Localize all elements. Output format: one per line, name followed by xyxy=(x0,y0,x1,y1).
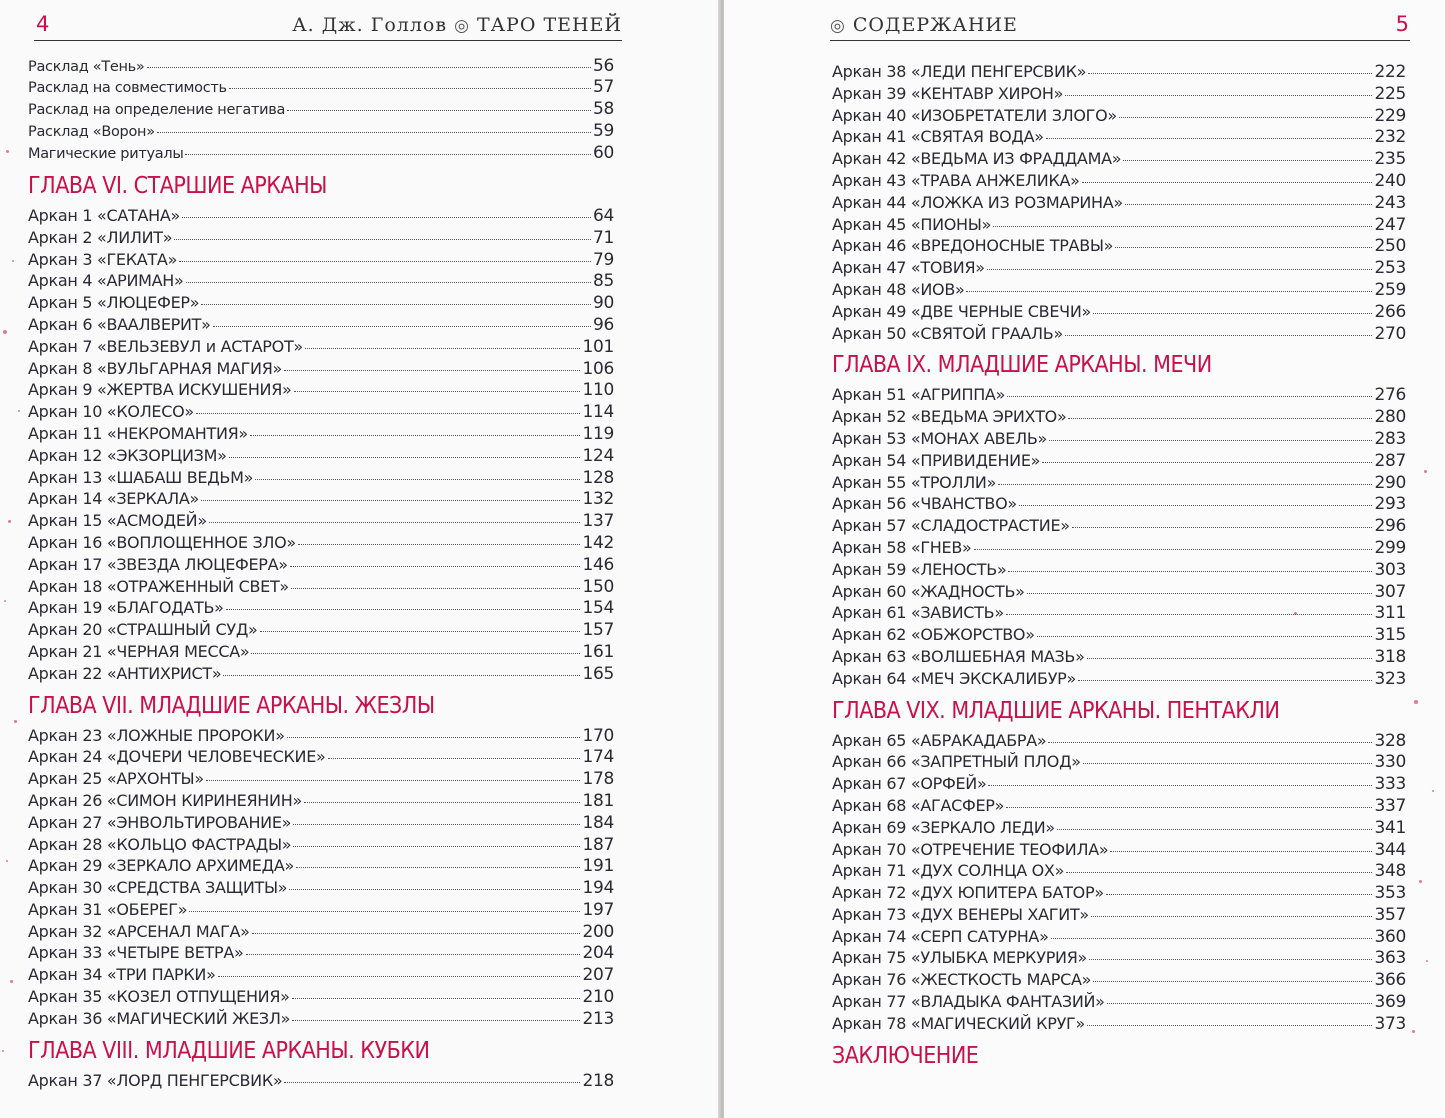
toc-entry-title: Аркан 4 «АРИМАН» xyxy=(28,271,184,291)
toc-entry-page: 181 xyxy=(582,790,614,811)
dot-leader xyxy=(294,375,581,392)
toc-entry-title: Аркан 55 «ТРОЛЛИ» xyxy=(832,472,997,492)
toc-entry-page: 207 xyxy=(582,965,614,986)
toc-entry-title: Аркан 64 «МЕЧ ЭКСКАЛИБУР» xyxy=(832,668,1076,688)
toc-entry-title: Аркан 67 «ОРФЕЙ» xyxy=(832,774,987,794)
dot-leader xyxy=(1007,380,1372,397)
toc-entry-title: Аркан 66 «ЗАПРЕТНЫЙ ПЛОД» xyxy=(832,752,1081,772)
toc-entry-title: Расклад на определение негатива xyxy=(28,102,286,119)
toc-entry-title: Аркан 37 «ЛОРД ПЕНГЕРСВИК» xyxy=(28,1070,283,1090)
dot-leader xyxy=(1087,642,1373,659)
toc-entry-title: Аркан 8 «ВУЛЬГАРНАЯ МАГИЯ» xyxy=(28,358,283,378)
toc-entry-page: 60 xyxy=(592,142,614,163)
toc-entry-title: Аркан 30 «СРЕДСТВА ЗАЩИТЫ» xyxy=(28,878,288,898)
toc-entry-title: Аркан 31 «ОБЕРЕГ» xyxy=(28,899,188,919)
ink-speck xyxy=(10,980,13,983)
dot-leader xyxy=(1106,878,1373,895)
toc-entry-title: Аркан 34 «ТРИ ПАРКИ» xyxy=(28,965,216,985)
toc-entry-title: Аркан 78 «МАГИЧЕСКИЙ КРУГ» xyxy=(832,1013,1085,1033)
toc-entry-page: 318 xyxy=(1374,646,1406,667)
toc-entry-page: 373 xyxy=(1374,1013,1406,1034)
toc-entry-page: 353 xyxy=(1374,883,1406,904)
toc-entry-title: Аркан 70 «ОТРЕЧЕНИЕ ТЕОФИЛА» xyxy=(832,839,1109,859)
left-page xyxy=(0,0,722,1118)
toc-entry xyxy=(28,1007,614,1029)
dot-leader xyxy=(1125,188,1373,205)
dot-leader xyxy=(201,484,580,501)
toc-entry-title: Аркан 41 «СВЯТАЯ ВОДА» xyxy=(832,127,1044,147)
toc-entry-page: 170 xyxy=(582,725,614,746)
toc-entry-title: Аркан 25 «АРХОНТЫ» xyxy=(28,769,204,789)
toc-entry-page: 344 xyxy=(1374,839,1406,860)
toc-entry-page: 200 xyxy=(582,921,614,942)
toc-entry-page: 311 xyxy=(1374,603,1406,624)
dot-leader xyxy=(251,637,580,654)
dot-leader xyxy=(287,96,591,112)
toc-entry-page: 210 xyxy=(582,987,614,1008)
chapter-heading: ГЛАВА VIII. МЛАДШИЕ АРКАНЫ. КУБКИ xyxy=(28,1037,430,1064)
toc-entry-title: Расклад на совместимость xyxy=(28,80,227,97)
toc-entry-page: 124 xyxy=(582,445,614,466)
dot-leader xyxy=(213,310,591,327)
dot-leader xyxy=(284,1066,580,1083)
dot-leader xyxy=(291,572,581,589)
contents-heading: СОДЕРЖАНИЕ xyxy=(852,14,1018,36)
toc-entry-title: Аркан 42 «ВЕДЬМА ИЗ ФРАДДАМА» xyxy=(832,149,1122,169)
dot-leader xyxy=(1088,57,1372,74)
left-header-text xyxy=(292,14,622,36)
dot-leader xyxy=(1119,101,1373,118)
dot-leader xyxy=(1093,965,1372,982)
toc-entry-title: Аркан 33 «ЧЕТЫРЕ ВЕТРА» xyxy=(28,943,244,963)
dot-leader xyxy=(1123,144,1372,161)
toc-entry-page: 270 xyxy=(1374,323,1406,344)
toc-entry-page: 132 xyxy=(582,489,614,510)
dot-leader xyxy=(252,917,581,934)
toc-entry-page: 290 xyxy=(1374,472,1406,493)
toc-entry-page: 229 xyxy=(1374,105,1406,126)
toc-entry-title: Аркан 38 «ЛЕДИ ПЕНГЕРСВИК» xyxy=(832,62,1087,81)
toc-entry-page: 191 xyxy=(582,856,614,877)
toc-entry-page: 137 xyxy=(582,511,614,532)
toc-entry-page: 360 xyxy=(1374,926,1406,947)
dot-leader xyxy=(292,1004,580,1021)
dot-leader xyxy=(255,463,580,480)
toc-entry-page: 232 xyxy=(1374,127,1406,148)
toc-entry-title: Аркан 58 «ГНЕВ» xyxy=(832,537,972,557)
right-page xyxy=(724,0,1445,1118)
toc-entry-title: Расклад «Тень» xyxy=(28,58,145,75)
ink-speck xyxy=(2,1050,4,1052)
toc-entry-page: 157 xyxy=(582,620,614,641)
toc-entry-page: 150 xyxy=(582,576,614,597)
dot-leader xyxy=(1027,577,1373,594)
toc-entry-page: 146 xyxy=(582,554,614,575)
toc-entry-title: Аркан 13 «ШАБАШ ВЕДЬМ» xyxy=(28,467,254,487)
toc-entry-page: 366 xyxy=(1374,970,1406,991)
toc-entry-title: Аркан 51 «АГРИППА» xyxy=(832,385,1006,405)
dot-leader xyxy=(305,332,581,349)
toc-entry-title: Аркан 2 «ЛИЛИТ» xyxy=(28,227,173,247)
toc-entry xyxy=(832,667,1406,689)
dot-leader xyxy=(157,117,591,133)
toc-entry-page: 119 xyxy=(582,423,614,444)
toc-entry-title: Аркан 29 «ЗЕРКАЛО АРХИМЕДА» xyxy=(28,856,294,876)
toc-entry-page: 253 xyxy=(1374,258,1406,279)
toc-entry-page: 194 xyxy=(582,878,614,899)
toc-entry-title: Аркан 56 «ЧВАНСТВО» xyxy=(832,494,1017,514)
dot-leader xyxy=(182,201,591,218)
toc-entry-title: Аркан 12 «ЭКЗОРЦИЗМ» xyxy=(28,445,227,465)
toc-entry-title: Аркан 5 «ЛЮЦЕФЕР» xyxy=(28,293,200,313)
ornament-icon: ◎ xyxy=(830,16,846,36)
ink-speck xyxy=(4,600,6,602)
toc-entry-title: Аркан 59 «ЛЕНОСТЬ» xyxy=(832,559,1007,579)
ink-speck xyxy=(8,520,11,523)
toc-entry-title: Аркан 10 «КОЛЕСО» xyxy=(28,402,194,422)
toc-entry-title: Аркан 65 «АБРАКАДАБРА» xyxy=(832,730,1047,750)
toc-entry-page: 330 xyxy=(1374,752,1406,773)
toc-entry-page: 357 xyxy=(1374,904,1406,925)
ink-speck xyxy=(3,330,7,334)
dot-leader xyxy=(987,253,1373,270)
toc-entry-title: Аркан 11 «НЕКРОМАНТИЯ» xyxy=(28,423,248,443)
toc-entry-page: 250 xyxy=(1374,236,1406,257)
dot-leader xyxy=(1057,813,1373,830)
toc-entry-title: Аркан 45 «ПИОНЫ» xyxy=(832,214,992,234)
ink-speck xyxy=(1426,960,1428,962)
dot-leader xyxy=(189,895,580,912)
toc-entry-title: Расклад «Ворон» xyxy=(28,123,155,140)
dot-leader xyxy=(1110,835,1372,852)
toc-entry-title: Аркан 21 «ЧЕРНАЯ МЕССА» xyxy=(28,641,250,661)
toc-entry-page: 287 xyxy=(1374,450,1406,471)
ink-speck xyxy=(1412,1030,1415,1033)
dot-leader xyxy=(196,397,581,414)
toc-entry-page: 337 xyxy=(1374,795,1406,816)
dot-leader xyxy=(1006,791,1372,808)
dot-leader xyxy=(229,74,591,90)
toc-entry-page: 174 xyxy=(582,747,614,768)
toc-entry-title: Аркан 68 «АГАСФЕР» xyxy=(832,795,1005,815)
dot-leader xyxy=(1008,555,1372,572)
toc-entry-title: Аркан 35 «КОЗЕЛ ОТПУЩЕНИЯ» xyxy=(28,987,290,1007)
toc-entry-title: Аркан 71 «ДУХ СОЛНЦА ОХ» xyxy=(832,861,1065,881)
toc-entry-page: 85 xyxy=(592,271,614,292)
toc-entry-page: 56 xyxy=(592,55,614,76)
dot-leader xyxy=(1006,598,1373,615)
dot-leader xyxy=(998,468,1372,485)
toc-entry-page: 204 xyxy=(582,943,614,964)
author-name: А. Дж. Голлов xyxy=(292,14,448,36)
toc-entry-page: 235 xyxy=(1374,149,1406,170)
dot-leader xyxy=(260,615,581,632)
dot-leader xyxy=(1066,856,1372,873)
toc-entry-page: 106 xyxy=(582,358,614,379)
left-running-head xyxy=(34,8,622,41)
chapter-heading: ГЛАВА VI. СТАРШИЕ АРКАНЫ xyxy=(28,172,327,199)
toc-entry-title: Аркан 61 «ЗАВИСТЬ» xyxy=(832,603,1004,623)
toc-entry-title: Аркан 23 «ЛОЖНЫЕ ПРОРОКИ» xyxy=(28,725,285,745)
toc-entry-page: 369 xyxy=(1374,992,1406,1013)
right-running-head xyxy=(830,8,1410,41)
dot-leader xyxy=(1037,620,1373,637)
toc-entry-title: Аркан 73 «ДУХ ВЕНЕРЫ ХАГИТ» xyxy=(832,904,1089,924)
toc-entry-title: Аркан 72 «ДУХ ЮПИТЕРА БАТОР» xyxy=(832,883,1104,903)
toc-entry-title: Аркан 54 «ПРИВИДЕНИЕ» xyxy=(832,450,1041,470)
toc-entry-title: Аркан 9 «ЖЕРТВА ИСКУШЕНИЯ» xyxy=(28,380,292,400)
right-toc-column xyxy=(832,60,1406,1074)
left-toc-column xyxy=(28,55,614,1090)
toc-entry-page: 184 xyxy=(582,812,614,833)
toc-entry-page: 328 xyxy=(1374,730,1406,751)
dot-leader xyxy=(186,266,591,283)
toc-entry-title: Аркан 6 «ВААЛВЕРИТ» xyxy=(28,314,211,334)
dot-leader xyxy=(293,808,580,825)
ink-speck xyxy=(1432,790,1434,792)
toc-entry-title: Аркан 52 «ВЕДЬМА ЭРИХТО» xyxy=(832,407,1067,427)
chapter-heading: ЗАКЛЮЧЕНИЕ xyxy=(832,1042,979,1069)
toc-entry-title: Аркан 1 «САТАНА» xyxy=(28,205,180,225)
toc-entry-title: Аркан 74 «СЕРП САТУРНА» xyxy=(832,926,1049,946)
dot-leader xyxy=(1115,231,1372,248)
toc-entry-title: Аркан 36 «МАГИЧЕСКИЙ ЖЕЗЛ» xyxy=(28,1008,291,1028)
dot-leader xyxy=(218,960,581,977)
ink-speck xyxy=(1294,612,1297,615)
toc-entry-page: 363 xyxy=(1374,948,1406,969)
dot-leader xyxy=(1048,726,1372,743)
toc-entry-page: 222 xyxy=(1374,62,1406,82)
toc-entry-title: Аркан 57 «СЛАДОСТРАСТИЕ» xyxy=(832,516,1070,536)
dot-leader xyxy=(1082,166,1373,183)
dot-leader xyxy=(284,354,580,371)
dot-leader xyxy=(304,786,581,803)
dot-leader xyxy=(1078,664,1372,681)
toc-entry-title: Аркан 47 «ТОВИЯ» xyxy=(832,258,985,278)
dot-leader xyxy=(206,764,581,781)
toc-entry-page: 323 xyxy=(1374,668,1406,689)
toc-entry-page: 161 xyxy=(582,641,614,662)
dot-leader xyxy=(298,528,581,545)
toc-entry-page: 225 xyxy=(1374,83,1406,104)
toc-entry-title: Аркан 44 «ЛОЖКА ИЗ РОЗМАРИНА» xyxy=(832,192,1123,212)
toc-entry-page: 58 xyxy=(592,99,614,120)
toc-entry-page: 280 xyxy=(1374,407,1406,428)
dot-leader xyxy=(1068,402,1372,419)
toc-entry-title: Аркан 32 «АРСЕНАЛ МАГА» xyxy=(28,921,250,941)
dot-leader xyxy=(974,533,1373,550)
toc-entry-page: 213 xyxy=(582,1008,614,1029)
dot-leader xyxy=(1046,122,1373,139)
toc-entry-page: 240 xyxy=(1374,170,1406,191)
toc-entry xyxy=(832,322,1406,344)
toc-entry-title: Аркан 18 «ОТРАЖЕННЫЙ СВЕТ» xyxy=(28,576,289,596)
toc-entry-title: Магические ритуалы xyxy=(28,145,184,162)
dot-leader xyxy=(209,506,581,523)
dot-leader xyxy=(287,721,581,738)
toc-entry-title: Аркан 39 «КЕНТАВР ХИРОН» xyxy=(832,83,1064,103)
toc-entry-page: 64 xyxy=(592,205,614,226)
dot-leader xyxy=(1065,319,1373,336)
toc-entry-title: Аркан 60 «ЖАДНОСТЬ» xyxy=(832,581,1025,601)
dot-leader xyxy=(1093,297,1372,314)
dot-leader xyxy=(289,873,580,890)
toc-entry-page: 259 xyxy=(1374,279,1406,300)
toc-entry-page: 128 xyxy=(582,467,614,488)
toc-entry xyxy=(28,1069,614,1091)
toc-entry xyxy=(28,662,614,684)
ink-speck xyxy=(18,410,20,412)
toc-entry-title: Аркан 27 «ЭНВОЛЬТИРОВАНИЕ» xyxy=(28,812,292,832)
toc-entry-title: Аркан 24 «ДОЧЕРИ ЧЕЛОВЕЧЕСКИЕ» xyxy=(28,747,326,767)
dot-leader xyxy=(966,275,1372,292)
toc-entry-page: 333 xyxy=(1374,774,1406,795)
toc-entry-page: 142 xyxy=(582,532,614,553)
toc-entry-page: 79 xyxy=(592,249,614,270)
dot-leader xyxy=(293,830,580,847)
toc-entry-page: 348 xyxy=(1374,861,1406,882)
toc-entry-page: 110 xyxy=(582,380,614,401)
toc-entry-page: 218 xyxy=(582,1070,614,1091)
toc-entry-title: Аркан 19 «БЛАГОДАТЬ» xyxy=(28,598,224,618)
ink-speck xyxy=(1424,470,1427,473)
dot-leader xyxy=(1051,922,1373,939)
dot-leader xyxy=(250,419,581,436)
toc-entry-page: 187 xyxy=(582,834,614,855)
right-header-text xyxy=(830,14,1018,36)
toc-entry-title: Аркан 7 «ВЕЛЬЗЕВУЛ и АСТАРОТ» xyxy=(28,336,303,356)
ink-speck xyxy=(12,260,14,262)
toc-entry-page: 101 xyxy=(582,336,614,357)
ink-speck xyxy=(14,720,17,723)
chapter-heading: ГЛАВА IX. МЛАДШИЕ АРКАНЫ. МЕЧИ xyxy=(832,352,1212,379)
toc-entry-title: Аркан 16 «ВОПЛОЩЕННОЕ ЗЛО» xyxy=(28,532,296,552)
toc-entry-page: 299 xyxy=(1374,537,1406,558)
toc-entry-page: 57 xyxy=(592,77,614,98)
toc-entry-title: Аркан 46 «ВРЕДОНОСНЫЕ ТРАВЫ» xyxy=(832,236,1114,256)
dot-leader xyxy=(328,742,581,759)
toc-entry-title: Аркан 48 «ИОВ» xyxy=(832,279,965,299)
toc-entry xyxy=(832,1012,1406,1034)
toc-entry-title: Аркан 53 «МОНАХ АВЕЛЬ» xyxy=(832,428,1048,448)
ink-speck xyxy=(6,150,9,153)
toc-entry-page: 197 xyxy=(582,899,614,920)
toc-entry-title: Аркан 77 «ВЛАДЫКА ФАНТАЗИЙ» xyxy=(832,992,1105,1012)
dot-leader xyxy=(201,288,591,305)
dot-leader xyxy=(185,139,590,155)
toc-entry-title: Аркан 15 «АСМОДЕЙ» xyxy=(28,511,207,531)
toc-entry-page: 315 xyxy=(1374,625,1406,646)
toc-entry-title: Аркан 69 «ЗЕРКАЛО ЛЕДИ» xyxy=(832,817,1055,837)
toc-entry-page: 283 xyxy=(1374,428,1406,449)
dot-leader xyxy=(1072,511,1373,528)
toc-entry-page: 276 xyxy=(1374,385,1406,406)
toc-entry-title: Аркан 75 «УЛЫБКА МЕРКУРИЯ» xyxy=(832,948,1088,968)
toc-entry-page: 296 xyxy=(1374,516,1406,537)
dot-leader xyxy=(1089,943,1372,960)
toc-entry-page: 90 xyxy=(592,293,614,314)
toc-entry-title: Аркан 3 «ГЕКАТА» xyxy=(28,249,178,269)
toc-entry-page: 114 xyxy=(582,402,614,423)
toc-entry xyxy=(28,142,614,164)
dot-leader xyxy=(1087,1009,1372,1026)
toc-entry-page: 59 xyxy=(592,120,614,141)
toc-entry-page: 154 xyxy=(582,598,614,619)
toc-entry-title: Аркан 49 «ДВЕ ЧЕРНЫЕ СВЕЧИ» xyxy=(832,301,1091,321)
toc-entry-title: Аркан 43 «ТРАВА АНЖЕЛИКА» xyxy=(832,170,1080,190)
dot-leader xyxy=(226,593,581,610)
dot-leader xyxy=(179,245,591,262)
dot-leader xyxy=(1049,424,1372,441)
dot-leader xyxy=(147,52,591,68)
toc-entry-page: 96 xyxy=(592,314,614,335)
chapter-heading: ГЛАВА VII. МЛАДШИЕ АРКАНЫ. ЖЕЗЛЫ xyxy=(28,692,435,719)
dot-leader xyxy=(1083,747,1373,764)
toc-entry-page: 247 xyxy=(1374,214,1406,235)
toc-entry-page: 293 xyxy=(1374,494,1406,515)
ink-speck xyxy=(6,860,8,862)
toc-entry-page: 303 xyxy=(1374,559,1406,580)
toc-entry-title: Аркан 17 «ЗВЕЗДА ЛЮЦЕФЕРА» xyxy=(28,554,288,574)
dot-leader xyxy=(246,938,581,955)
ornament-icon: ◎ xyxy=(454,16,470,36)
toc-entry-page: 178 xyxy=(582,769,614,790)
toc-entry-page: 71 xyxy=(592,227,614,248)
toc-entry-title: Аркан 20 «СТРАШНЫЙ СУД» xyxy=(28,620,258,640)
dot-leader xyxy=(174,223,591,240)
dot-leader xyxy=(1107,987,1373,1004)
toc-entry-title: Аркан 28 «КОЛЬЦО ФАСТРАДЫ» xyxy=(28,834,292,854)
toc-entry-title: Аркан 63 «ВОЛШЕБНАЯ МАЗЬ» xyxy=(832,646,1085,666)
toc-entry-page: 243 xyxy=(1374,192,1406,213)
dot-leader xyxy=(1019,489,1373,506)
toc-entry-page: 307 xyxy=(1374,581,1406,602)
dot-leader xyxy=(1065,79,1372,96)
dot-leader xyxy=(223,659,580,676)
dot-leader xyxy=(292,982,581,999)
toc-entry-title: Аркан 22 «АНТИХРИСТ» xyxy=(28,663,222,683)
toc-entry-page: 341 xyxy=(1374,817,1406,838)
toc-entry-title: Аркан 76 «ЖЕСТКОСТЬ МАРСА» xyxy=(832,970,1092,990)
dot-leader xyxy=(1042,446,1372,463)
chapter-heading: ГЛАВА VIX. МЛАДШИЕ АРКАНЫ. ПЕНТАКЛИ xyxy=(832,697,1280,724)
ink-speck xyxy=(1414,700,1418,704)
toc-entry-title: Аркан 50 «СВЯТОЙ ГРААЛЬ» xyxy=(832,323,1063,343)
book-title: ТАРО ТЕНЕЙ xyxy=(476,14,622,36)
dot-leader xyxy=(290,550,581,567)
toc-entry-title: Аркан 62 «ОБЖОРСТВО» xyxy=(832,625,1035,645)
toc-entry-page: 165 xyxy=(582,663,614,684)
dot-leader xyxy=(988,769,1372,786)
dot-leader xyxy=(993,210,1372,227)
dot-leader xyxy=(296,851,580,868)
dot-leader xyxy=(1091,900,1373,917)
ink-speck xyxy=(1419,880,1422,883)
right-page-number: 5 xyxy=(1395,12,1410,36)
toc-entry-title: Аркан 14 «ЗЕРКАЛА» xyxy=(28,489,200,509)
toc-entry-page: 266 xyxy=(1374,301,1406,322)
dot-leader xyxy=(229,441,581,458)
toc-entry-title: Аркан 26 «СИМОН КИРИНЕЯНИН» xyxy=(28,790,302,810)
toc-entry-title: Аркан 40 «ИЗОБРЕТАТЕЛИ ЗЛОГО» xyxy=(832,105,1117,125)
left-page-number: 4 xyxy=(36,12,51,36)
